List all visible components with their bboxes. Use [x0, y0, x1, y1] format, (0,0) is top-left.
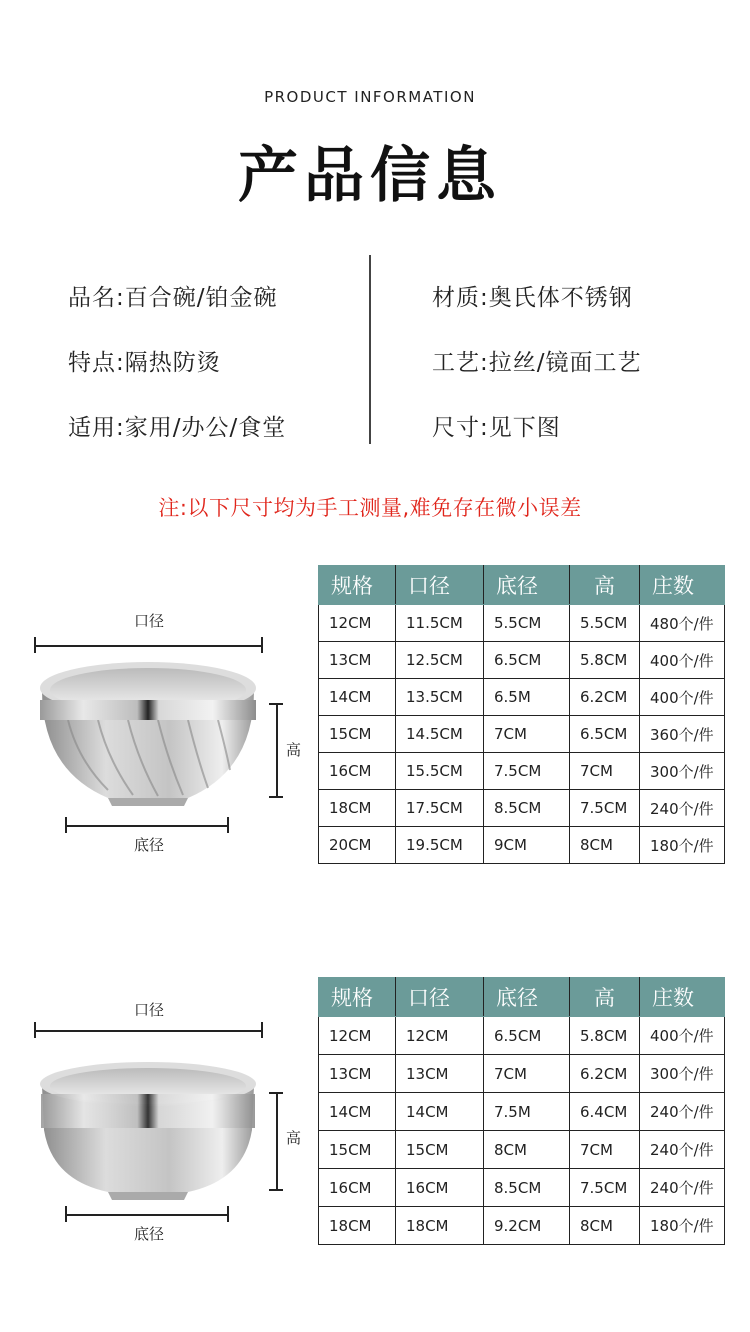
cell-spec: 18CM [319, 790, 396, 827]
dimension-tick [261, 1022, 263, 1038]
plain-bowl-image [38, 1060, 262, 1205]
cell-spec: 20CM [319, 827, 396, 864]
header-pack-qty: 庄数 [640, 978, 725, 1017]
cell-pack-qty: 360个/件 [640, 716, 725, 753]
cell-base-diameter: 8.5CM [484, 1169, 570, 1207]
cell-base-diameter: 9CM [484, 827, 570, 864]
dimension-tick [261, 637, 263, 653]
cell-spec: 15CM [319, 1131, 396, 1169]
info-craft: 工艺:拉丝/镜面工艺 [432, 350, 642, 376]
mouth-dimension-line-1 [34, 645, 262, 647]
cell-mouth-diameter: 16CM [396, 1169, 484, 1207]
cell-height: 5.8CM [570, 642, 640, 679]
cell-pack-qty: 180个/件 [640, 827, 725, 864]
dimension-tick [227, 817, 229, 833]
dimension-tick [34, 1022, 36, 1038]
dimension-tick [65, 1206, 67, 1222]
cell-height: 7.5CM [570, 790, 640, 827]
cell-pack-qty: 480个/件 [640, 605, 725, 642]
spec-table-2 [318, 977, 725, 1245]
header-mouth-diameter: 口径 [396, 566, 484, 605]
cell-pack-qty: 240个/件 [640, 1131, 725, 1169]
info-material: 材质:奥氏体不锈钢 [432, 285, 633, 311]
measurement-note: 注:以下尺寸均为手工测量,难免存在微小误差 [158, 496, 582, 520]
cell-pack-qty: 400个/件 [640, 679, 725, 716]
table-row [319, 1131, 725, 1169]
cell-base-diameter: 7.5M [484, 1093, 570, 1131]
cell-pack-qty: 180个/件 [640, 1207, 725, 1245]
cell-mouth-diameter: 15.5CM [396, 753, 484, 790]
cell-pack-qty: 240个/件 [640, 1169, 725, 1207]
swirl-bowl-image [38, 660, 262, 810]
cell-spec: 15CM [319, 716, 396, 753]
header-spec: 规格 [319, 566, 396, 605]
cell-pack-qty: 240个/件 [640, 790, 725, 827]
table-row [319, 827, 725, 864]
info-size: 尺寸:见下图 [432, 415, 561, 441]
cell-base-diameter: 8.5CM [484, 790, 570, 827]
cell-mouth-diameter: 11.5CM [396, 605, 484, 642]
subtitle-en: PRODUCT INFORMATION [264, 88, 476, 106]
cell-mouth-diameter: 14.5CM [396, 716, 484, 753]
header-height: 高 [570, 978, 640, 1017]
cell-mouth-diameter: 14CM [396, 1093, 484, 1131]
cell-spec: 16CM [319, 1169, 396, 1207]
base-label-2: 底径 [134, 1225, 165, 1243]
dimension-tick [65, 817, 67, 833]
header-height: 高 [570, 566, 640, 605]
cell-pack-qty: 240个/件 [640, 1093, 725, 1131]
table-row [319, 716, 725, 753]
dimension-tick [269, 1092, 283, 1094]
dimension-tick [34, 637, 36, 653]
dimension-tick [269, 703, 283, 705]
page-title: 产品信息 [238, 141, 502, 211]
cell-height: 5.5CM [570, 605, 640, 642]
height-label-2: 高 [286, 1129, 302, 1147]
cell-mouth-diameter: 13CM [396, 1055, 484, 1093]
table-row [319, 1093, 725, 1131]
cell-base-diameter: 6.5CM [484, 1017, 570, 1055]
cell-pack-qty: 300个/件 [640, 1055, 725, 1093]
table-row [319, 1169, 725, 1207]
cell-mouth-diameter: 18CM [396, 1207, 484, 1245]
table-row [319, 679, 725, 716]
table-row [319, 1055, 725, 1093]
cell-base-diameter: 6.5CM [484, 642, 570, 679]
mouth-label-1: 口径 [134, 612, 165, 630]
table-row [319, 1017, 725, 1055]
spec-table-1 [318, 565, 725, 864]
base-dimension-line-2 [65, 1214, 228, 1216]
dimension-tick [269, 1189, 283, 1191]
cell-spec: 12CM [319, 1017, 396, 1055]
cell-mouth-diameter: 17.5CM [396, 790, 484, 827]
table-row [319, 605, 725, 642]
cell-height: 6.4CM [570, 1093, 640, 1131]
cell-mouth-diameter: 19.5CM [396, 827, 484, 864]
cell-height: 5.8CM [570, 1017, 640, 1055]
cell-base-diameter: 8CM [484, 1131, 570, 1169]
table-row [319, 642, 725, 679]
cell-height: 7.5CM [570, 1169, 640, 1207]
table-row [319, 790, 725, 827]
info-name: 品名:百合碗/铂金碗 [68, 285, 278, 311]
cell-height: 7CM [570, 1131, 640, 1169]
cell-height: 6.5CM [570, 716, 640, 753]
header-base-diameter: 底径 [484, 978, 570, 1017]
cell-mouth-diameter: 12.5CM [396, 642, 484, 679]
dimension-tick [227, 1206, 229, 1222]
cell-pack-qty: 400个/件 [640, 642, 725, 679]
cell-spec: 16CM [319, 753, 396, 790]
cell-base-diameter: 9.2CM [484, 1207, 570, 1245]
cell-base-diameter: 5.5CM [484, 605, 570, 642]
cell-height: 6.2CM [570, 679, 640, 716]
cell-height: 6.2CM [570, 1055, 640, 1093]
cell-spec: 13CM [319, 1055, 396, 1093]
header-spec: 规格 [319, 978, 396, 1017]
cell-spec: 14CM [319, 1093, 396, 1131]
cell-base-diameter: 7CM [484, 716, 570, 753]
info-usage: 适用:家用/办公/食堂 [68, 415, 287, 441]
cell-mouth-diameter: 15CM [396, 1131, 484, 1169]
base-dimension-line-1 [65, 825, 228, 827]
header-base-diameter: 底径 [484, 566, 570, 605]
cell-pack-qty: 400个/件 [640, 1017, 725, 1055]
info-feature: 特点:隔热防烫 [68, 350, 221, 376]
cell-mouth-diameter: 12CM [396, 1017, 484, 1055]
height-label-1: 高 [286, 741, 302, 759]
height-dimension-line-1 [276, 703, 278, 797]
cell-height: 8CM [570, 827, 640, 864]
info-divider [369, 255, 371, 444]
height-dimension-line-2 [276, 1092, 278, 1190]
cell-height: 8CM [570, 1207, 640, 1245]
header-mouth-diameter: 口径 [396, 978, 484, 1017]
cell-base-diameter: 7CM [484, 1055, 570, 1093]
cell-base-diameter: 7.5CM [484, 753, 570, 790]
table-row [319, 1207, 725, 1245]
cell-pack-qty: 300个/件 [640, 753, 725, 790]
mouth-dimension-line-2 [34, 1030, 262, 1032]
cell-mouth-diameter: 13.5CM [396, 679, 484, 716]
cell-spec: 18CM [319, 1207, 396, 1245]
table-row [319, 753, 725, 790]
cell-base-diameter: 6.5M [484, 679, 570, 716]
cell-spec: 13CM [319, 642, 396, 679]
dimension-tick [269, 796, 283, 798]
cell-spec: 12CM [319, 605, 396, 642]
cell-height: 7CM [570, 753, 640, 790]
mouth-label-2: 口径 [134, 1001, 165, 1019]
cell-spec: 14CM [319, 679, 396, 716]
header-pack-qty: 庄数 [640, 566, 725, 605]
base-label-1: 底径 [134, 836, 165, 854]
